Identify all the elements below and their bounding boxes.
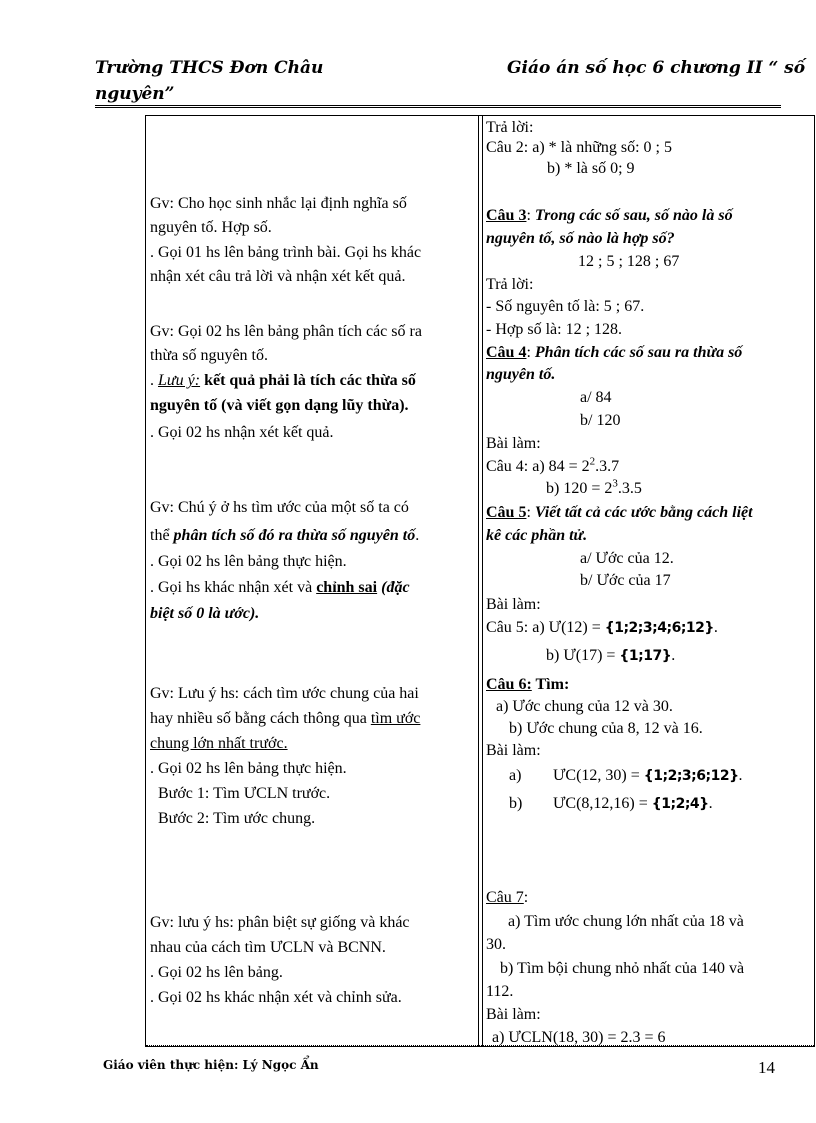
right-text: Bài làm: bbox=[486, 742, 541, 759]
left-text: . Gọi hs khác nhận xét và bbox=[150, 579, 317, 596]
set-value: {1;17} bbox=[619, 648, 672, 664]
question-text: Phân tích các số sau ra thừa số bbox=[534, 344, 743, 361]
left-text: thể bbox=[150, 527, 174, 544]
table-bottom-border bbox=[146, 1045, 814, 1046]
right-text: : bbox=[526, 344, 535, 361]
left-text: . bbox=[150, 372, 158, 389]
left-text: Bước 2: Tìm ước chung. bbox=[158, 810, 316, 827]
solution-line bbox=[553, 765, 743, 787]
left-text: chỉnh sai bbox=[316, 579, 378, 596]
left-text: Gv: Lưu ý hs: cách tìm ước chung của hai bbox=[150, 685, 419, 702]
left-text: tìm ước bbox=[370, 710, 421, 727]
left-text: chung lớn nhất trước. bbox=[150, 735, 288, 752]
footer-teacher: Giáo viên thực hiện: Lý Ngọc Ẩn bbox=[103, 1058, 319, 1072]
right-text: . bbox=[738, 767, 743, 784]
exponent: 2 bbox=[589, 455, 596, 468]
right-text: .3.7 bbox=[595, 458, 620, 475]
left-text: hay nhiều số bằng cách thông qua bbox=[150, 710, 371, 727]
left-text: . Gọi 02 hs lên bảng. bbox=[150, 964, 283, 981]
question-3-line bbox=[486, 205, 733, 227]
page-number: 14 bbox=[758, 1058, 775, 1077]
right-text: b) * là số 0; 9 bbox=[547, 160, 635, 177]
header-rule bbox=[95, 105, 781, 108]
question-6-line bbox=[486, 674, 569, 696]
question-label: Câu 3 bbox=[486, 207, 527, 224]
left-text: Gv: Gọi 02 hs lên bảng phân tích các số ra bbox=[150, 323, 422, 340]
right-text: .3.5 bbox=[617, 480, 642, 497]
left-text: . Gọi 02 hs nhận xét kết quả. bbox=[150, 424, 334, 441]
left-text: Gv: Cho học sinh nhắc lại định nghĩa số bbox=[150, 195, 407, 212]
right-text: : bbox=[526, 504, 535, 521]
set-value: {1;2;3;4;6;12} bbox=[604, 620, 714, 636]
solution-line bbox=[486, 456, 619, 478]
right-text: Bài làm: bbox=[486, 435, 541, 452]
right-text: . bbox=[713, 619, 718, 636]
header-school: Trường THCS Đơn Châu bbox=[95, 58, 324, 78]
header-subject: Giáo án số học 6 chương II “ số bbox=[507, 58, 806, 78]
right-text: a) Tìm ước chung lớn nhất của 18 và bbox=[508, 913, 744, 930]
right-text: Câu 2: a) * là những số: 0 ; 5 bbox=[486, 139, 672, 156]
right-text: a/ 84 bbox=[580, 389, 612, 406]
left-text: . Gọi 02 hs lên bảng thực hiện. bbox=[150, 553, 347, 570]
right-text: Bài làm: bbox=[486, 596, 541, 613]
question-7-line bbox=[486, 887, 528, 909]
right-text: Câu 4: a) 84 = 2 bbox=[486, 458, 590, 475]
question-text: Tìm: bbox=[531, 676, 570, 693]
right-text: b) Ước chung của 8, 12 và 16. bbox=[509, 720, 703, 737]
right-text: 112. bbox=[486, 983, 514, 1000]
right-text: 30. bbox=[486, 936, 506, 953]
left-mixed-line bbox=[150, 708, 420, 730]
question-text: kê các phần tử. bbox=[486, 527, 588, 544]
question-4-line bbox=[486, 342, 742, 364]
left-text: Gv: lưu ý hs: phân biệt sự giống và khác bbox=[150, 914, 410, 931]
right-text: ƯC(12, 30) = bbox=[553, 767, 644, 784]
right-text: ƯC(8,12,16) = bbox=[553, 795, 652, 812]
right-text: : bbox=[523, 889, 529, 906]
right-text: Trả lời: bbox=[486, 276, 534, 293]
left-text: . Gọi 01 hs lên bảng trình bài. Gọi hs khác bbox=[150, 244, 422, 261]
right-text: a) ƯCLN(18, 30) = 2.3 = 6 bbox=[492, 1029, 666, 1046]
right-text: b) Tìm bội chung nhỏ nhất của 140 và bbox=[500, 960, 745, 977]
left-text: nhận xét câu trả lời và nhận xét kết quả. bbox=[150, 268, 406, 285]
right-text: b/ 120 bbox=[580, 412, 621, 429]
right-text: - Số nguyên tố là: 5 ; 67. bbox=[486, 298, 645, 315]
left-note-line bbox=[150, 370, 416, 392]
left-text: kết quả phải là tích các thừa số bbox=[200, 372, 416, 389]
question-text: Viết tất cả các ước bằng cách liệt bbox=[534, 504, 753, 521]
left-text: . Gọi 02 hs lên bảng thực hiện. bbox=[150, 760, 347, 777]
right-text: : bbox=[526, 207, 535, 224]
question-text: nguyên tố. bbox=[486, 366, 556, 383]
exponent: 3 bbox=[612, 477, 618, 490]
right-text: - Hợp số là: 12 ; 128. bbox=[486, 321, 623, 338]
right-text: b) bbox=[509, 795, 523, 812]
left-text: . bbox=[415, 527, 420, 544]
left-text: nhau của cách tìm ƯCLN và BCNN. bbox=[150, 939, 386, 956]
question-label: Câu 4 bbox=[486, 344, 527, 361]
left-text: thừa số nguyên tố. bbox=[150, 347, 268, 364]
set-value: {1;2;3;6;12} bbox=[643, 768, 739, 784]
question-label: Câu 7 bbox=[486, 889, 524, 906]
right-text: . bbox=[708, 795, 713, 812]
right-text: b) 120 = 2 bbox=[546, 480, 613, 497]
left-text: phân tích số đó ra thừa số nguyên tố bbox=[173, 527, 416, 544]
right-text: . bbox=[671, 647, 676, 664]
question-label: Câu 6: bbox=[486, 676, 532, 693]
set-value: {1;2;4} bbox=[651, 796, 709, 812]
left-text: (đặc bbox=[377, 579, 410, 596]
left-mixed-line bbox=[150, 577, 410, 599]
question-text: nguyên tố, số nào là hợp số? bbox=[486, 230, 675, 247]
left-text: nguyên tố. Hợp số. bbox=[150, 219, 272, 236]
solution-line bbox=[486, 617, 718, 639]
solution-line bbox=[553, 793, 713, 815]
right-text: a) Ước chung của 12 và 30. bbox=[496, 698, 673, 715]
left-text: . Gọi 02 hs khác nhận xét và chỉnh sửa. bbox=[150, 989, 402, 1006]
right-text: b) Ư(17) = bbox=[546, 647, 620, 664]
left-text: nguyên tố (và viết gọn dạng lũy thừa). bbox=[150, 397, 409, 414]
question-label: Câu 5 bbox=[486, 504, 527, 521]
right-text: Trả lời: bbox=[486, 119, 534, 136]
left-text: Gv: Chú ý ở hs tìm ước của một số ta có bbox=[150, 499, 409, 516]
question-5-line bbox=[486, 502, 753, 524]
left-mixed-line bbox=[150, 525, 419, 547]
solution-line bbox=[546, 478, 642, 500]
header-subject-cont: nguyên” bbox=[95, 84, 175, 104]
column-divider bbox=[478, 116, 483, 1046]
left-text: Bước 1: Tìm ƯCLN trước. bbox=[158, 785, 331, 802]
right-text: Bài làm: bbox=[486, 1006, 541, 1023]
right-text: b/ Ước của 17 bbox=[580, 572, 671, 589]
right-text: 12 ; 5 ; 128 ; 67 bbox=[578, 253, 680, 270]
solution-line bbox=[546, 645, 675, 667]
right-text: Câu 5: a) Ư(12) = bbox=[486, 619, 605, 636]
note-label: Lưu ý: bbox=[158, 372, 201, 389]
right-text: a/ Ước của 12. bbox=[580, 550, 674, 567]
question-text: Trong các số sau, số nào là số bbox=[534, 207, 733, 224]
right-text: a) bbox=[509, 767, 522, 784]
left-text: biệt số 0 là ước). bbox=[150, 605, 260, 622]
